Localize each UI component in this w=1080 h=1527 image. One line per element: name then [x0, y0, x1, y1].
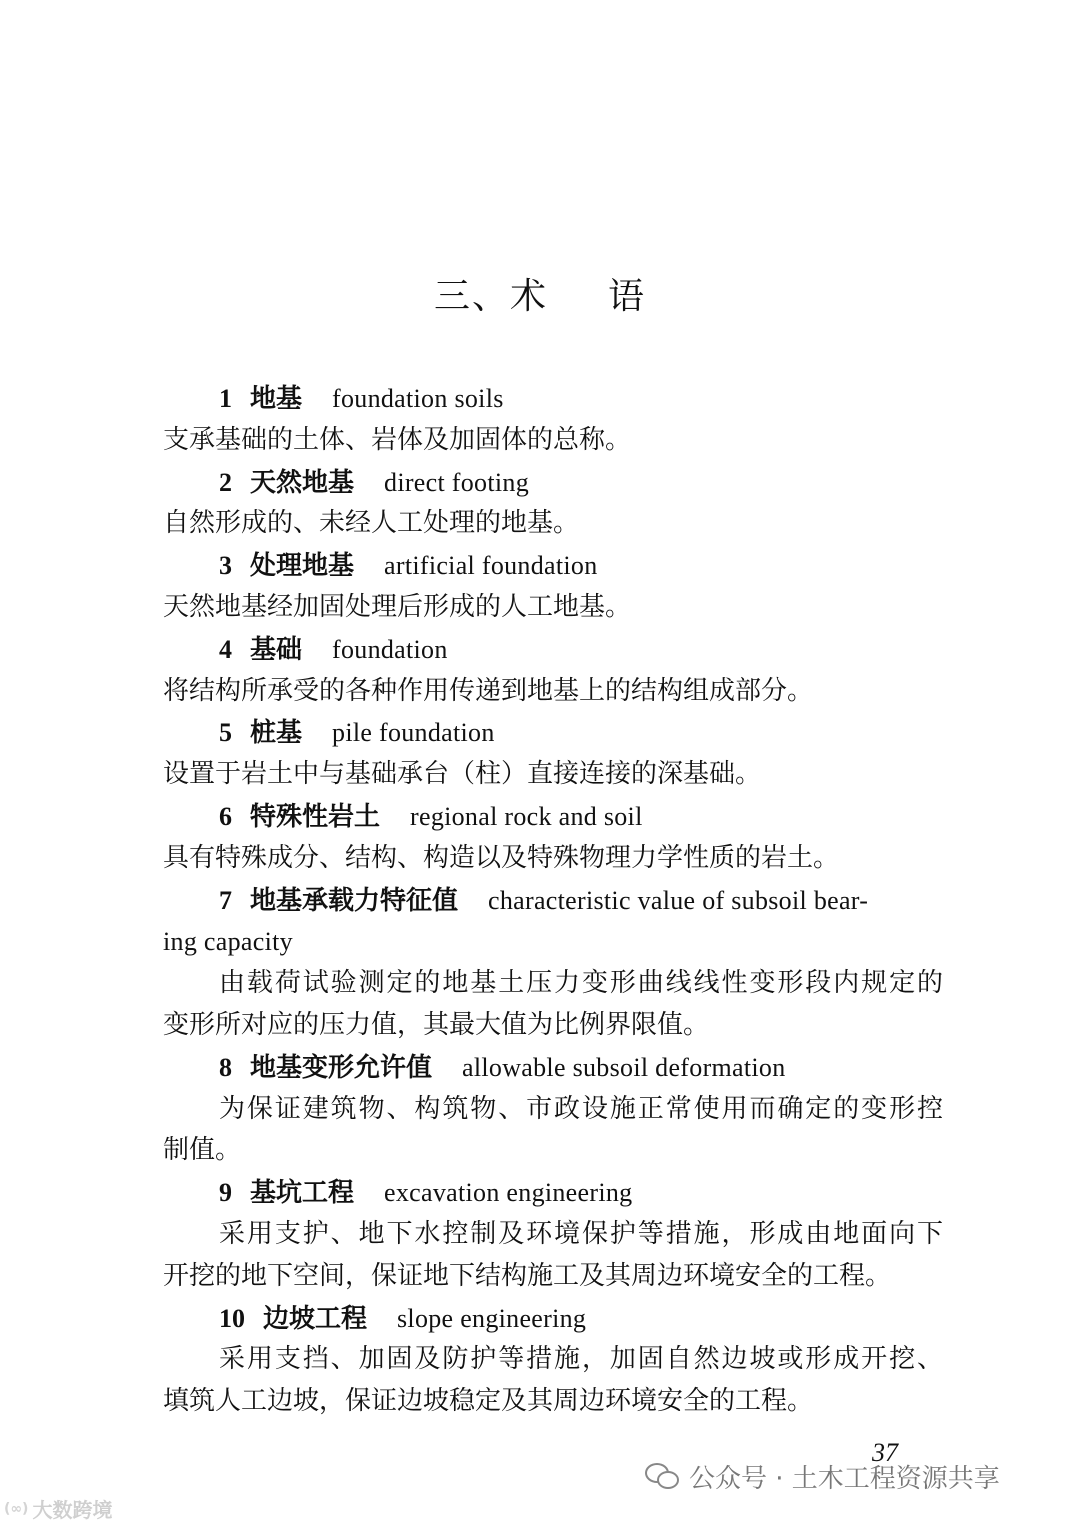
wechat-watermark-text: 公众号 · 土木工程资源共享 [689, 1463, 1000, 1494]
term-heading [163, 1172, 943, 1214]
term-english: foundation [332, 634, 448, 664]
term-definition: 自然形成的、未经人工处理的地基。 [163, 508, 580, 539]
term-heading [163, 378, 943, 420]
term-definition: 为保证建筑物、构筑物、市政设施正常使用而确定的变形控 [219, 1093, 943, 1124]
term-heading [163, 796, 943, 838]
term-number: 1 [219, 384, 232, 413]
term-english: allowable subsoil deformation [462, 1052, 786, 1082]
term-number: 7 [219, 885, 232, 915]
section-title [0, 268, 1080, 319]
wechat-watermark [645, 1458, 1000, 1494]
term-english-cont: ing capacity [163, 927, 293, 957]
term-chinese: 地基变形允许值 [250, 1052, 433, 1083]
term-number: 2 [219, 467, 232, 497]
term-english: pile foundation [332, 718, 495, 748]
term-number: 8 [219, 1052, 232, 1082]
wechat-icon [645, 1461, 679, 1491]
term-heading [163, 462, 943, 504]
term-heading [163, 880, 943, 922]
corner-logo [4, 1494, 112, 1523]
term-definition: 天然地基经加固处理后形成的人工地基。 [163, 591, 632, 622]
term-chinese: 地基 [250, 384, 303, 414]
term-english: artificial foundation [384, 551, 598, 581]
term-definition: 开挖的地下空间，保证地下结构施工及其周边环境安全的工程。 [163, 1260, 892, 1291]
section-title-part1: 三、术 [433, 276, 548, 317]
term-chinese: 特殊性岩土 [250, 801, 381, 832]
term-definition: 制值。 [163, 1135, 242, 1166]
term-definition: 由载荷试验测定的地基土压力变形曲线线性变形段内规定的 [219, 968, 943, 999]
term-english: excavation engineering [384, 1178, 633, 1208]
section-title-part2: 语 [608, 276, 647, 317]
term-number: 4 [219, 634, 232, 664]
term-english: direct footing [384, 467, 530, 497]
infinity-logo-icon: (∞) [4, 1500, 29, 1517]
term-heading [163, 1047, 943, 1089]
term-heading [163, 545, 943, 587]
term-definition: 采用支护、地下水控制及环境保护等措施，形成由地面向下 [219, 1218, 943, 1249]
corner-logo-text: 大数跨境 [32, 1498, 113, 1522]
term-english: regional rock and soil [410, 801, 643, 831]
term-number: 5 [219, 718, 232, 748]
term-definition: 采用支挡、加固及防护等措施，加固自然边坡或形成开挖、 [219, 1344, 943, 1375]
term-chinese: 天然地基 [250, 467, 355, 498]
term-english: foundation soils [332, 384, 504, 413]
term-number: 3 [219, 551, 232, 581]
term-chinese: 地基承载力特征值 [250, 885, 459, 916]
term-english: characteristic value of subsoil bear- [488, 885, 869, 915]
term-definition: 填筑人工边坡，保证边坡稳定及其周边环境安全的工程。 [163, 1386, 814, 1417]
term-definition: 将结构所承受的各种作用传递到地基上的结构组成部分。 [163, 675, 814, 706]
term-number: 9 [219, 1178, 232, 1208]
term-chinese: 基础 [250, 634, 303, 665]
term-number: 6 [219, 801, 232, 831]
term-chinese: 边坡工程 [263, 1303, 368, 1334]
term-english-continuation [163, 921, 943, 963]
term-definition: 变形所对应的压力值，其最大值为比例界限值。 [163, 1009, 710, 1040]
page-number: 37 [872, 1438, 898, 1467]
term-heading [163, 1298, 943, 1340]
term-definition: 支承基础的土体、岩体及加固体的总称。 [163, 424, 632, 455]
term-definition: 具有特殊成分、结构、构造以及特殊物理力学性质的岩土。 [163, 842, 840, 873]
term-number: 10 [219, 1303, 245, 1333]
term-heading [163, 629, 943, 671]
terms-list [163, 378, 943, 1423]
term-chinese: 处理地基 [250, 551, 355, 582]
term-heading [163, 712, 943, 754]
term-chinese: 桩基 [250, 718, 303, 749]
term-english: slope engineering [397, 1303, 587, 1333]
term-definition: 设置于岩土中与基础承台（柱）直接连接的深基础。 [163, 759, 762, 790]
term-chinese: 基坑工程 [250, 1178, 355, 1209]
